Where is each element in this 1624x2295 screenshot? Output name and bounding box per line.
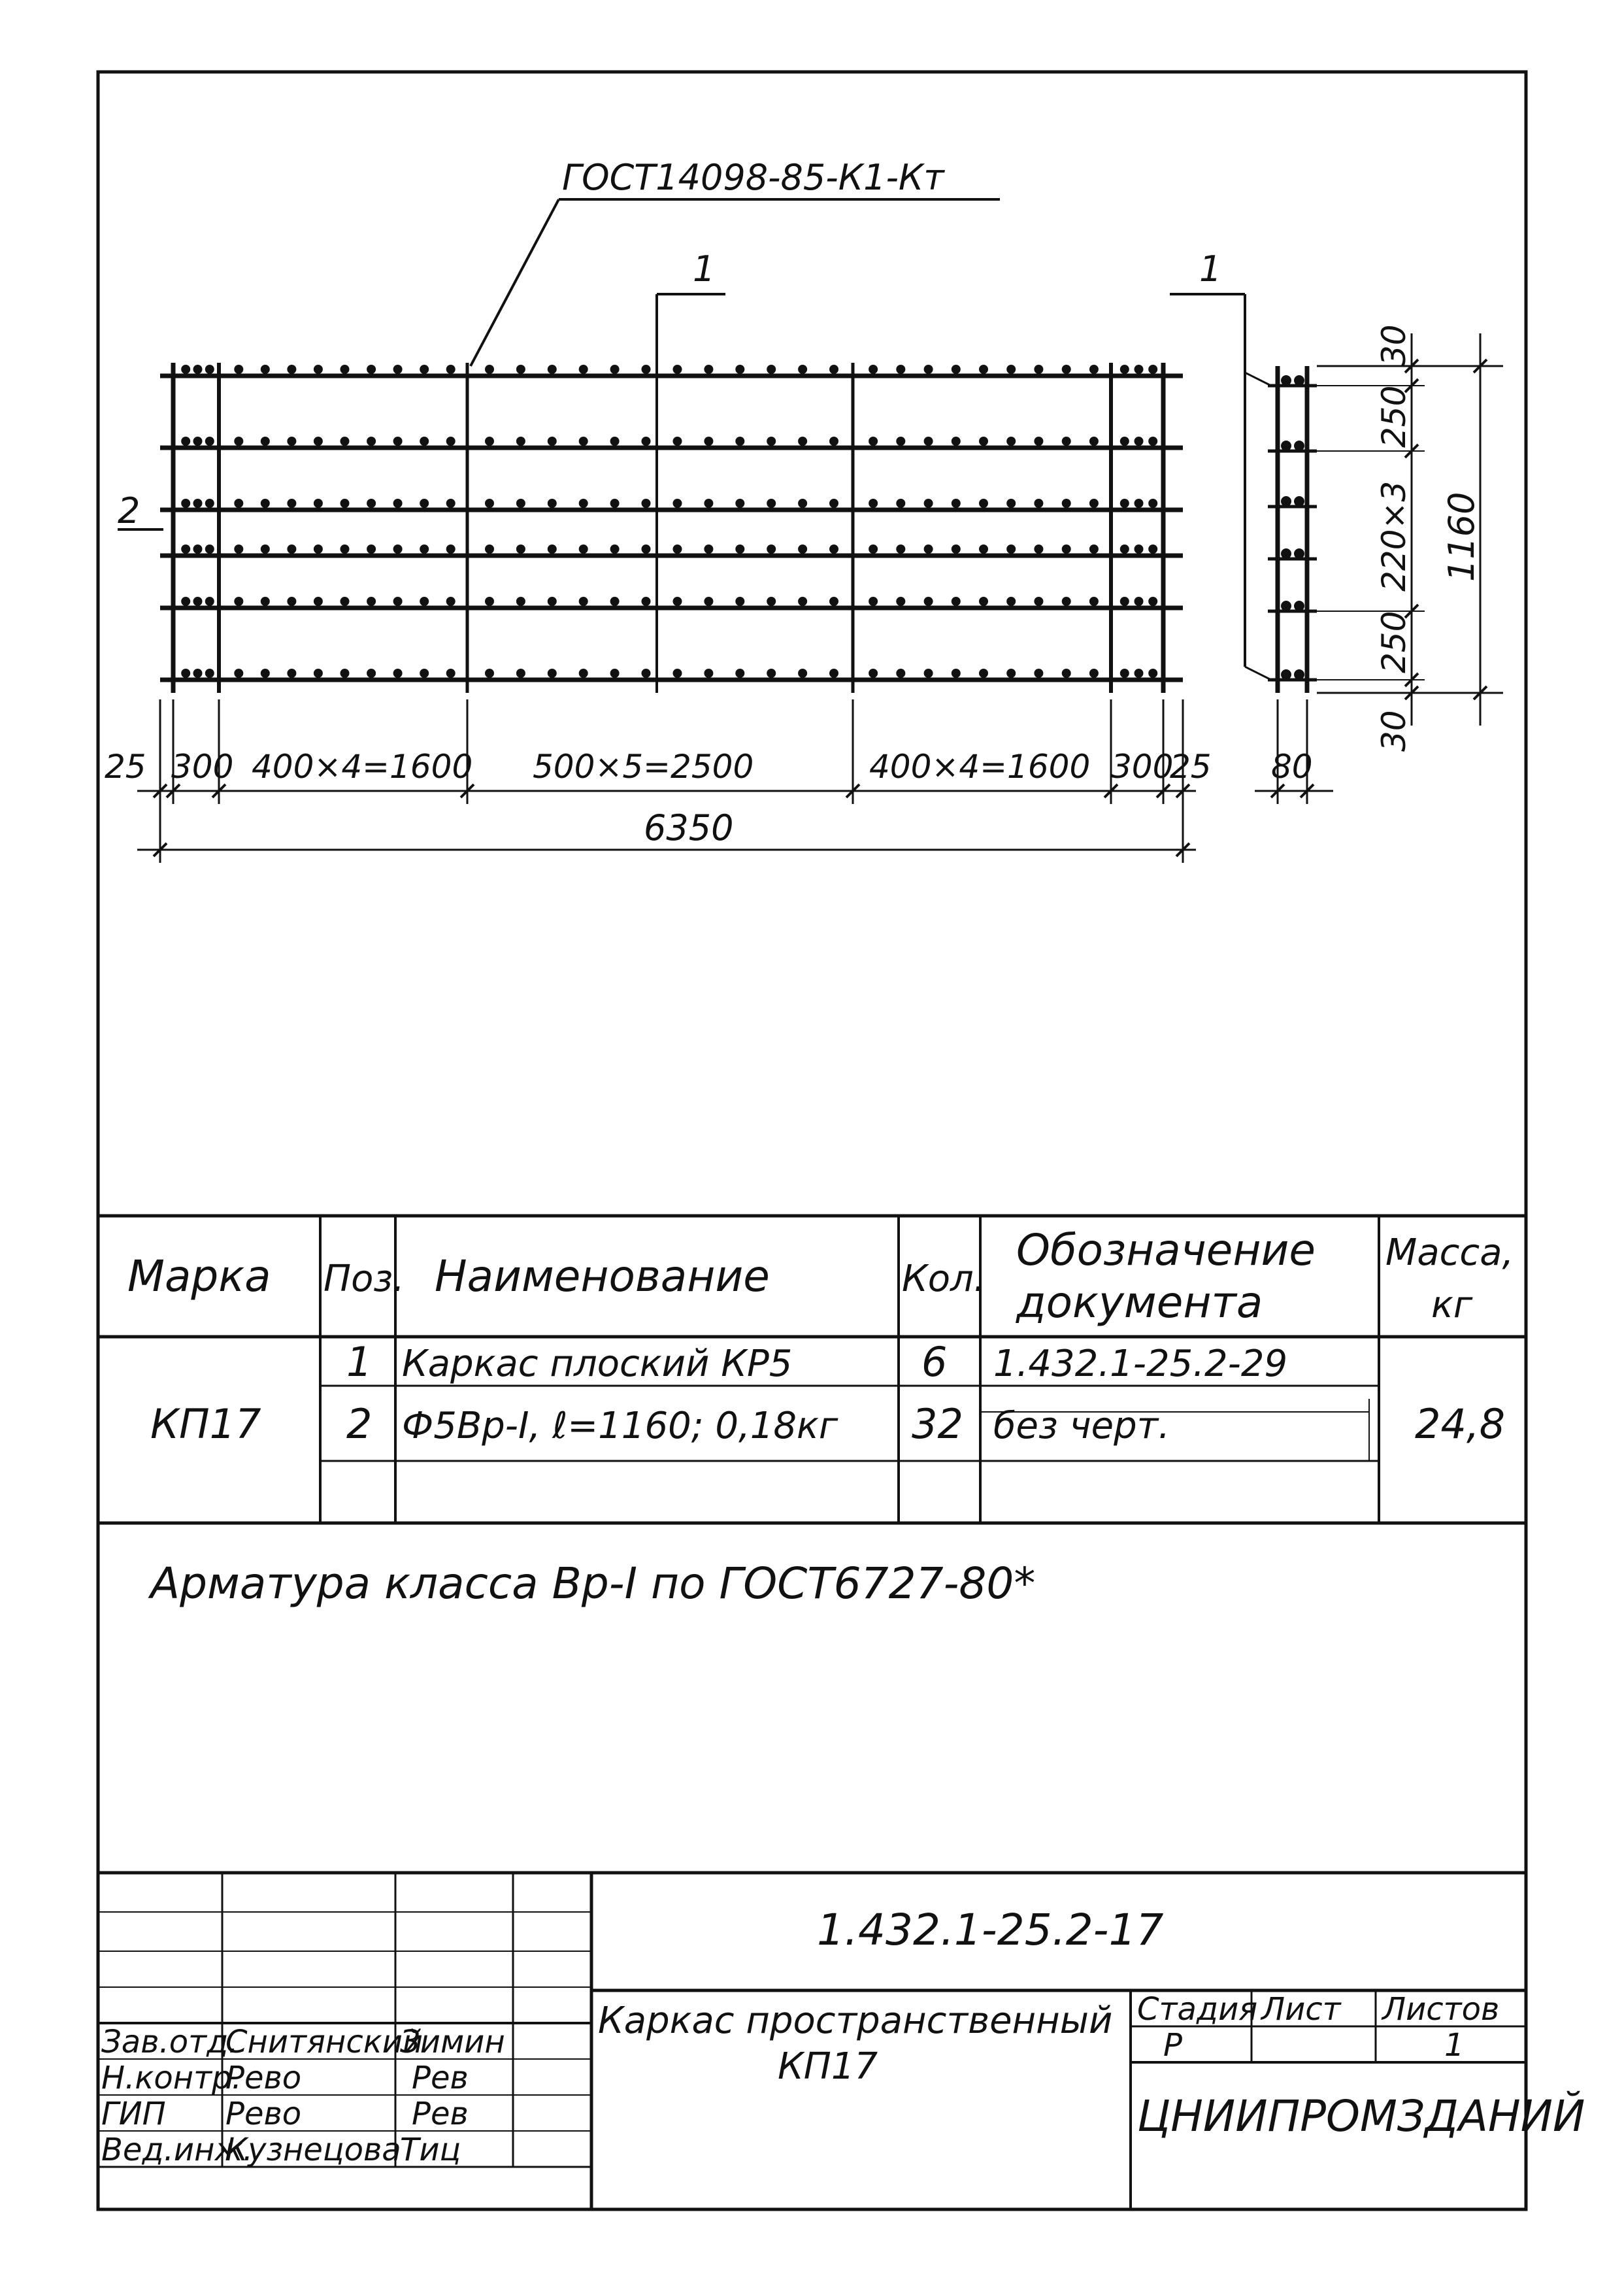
bar-dot	[485, 597, 494, 606]
col-header-pos: Поз.	[323, 1258, 405, 1300]
bar-dot	[446, 669, 456, 678]
bar-dot	[340, 499, 350, 508]
bar-mark: 2	[118, 490, 141, 531]
bar-dot	[869, 437, 878, 446]
bar-dot	[1120, 544, 1129, 554]
bar-dot	[393, 365, 403, 374]
bar-dot	[896, 544, 905, 554]
bar-dot	[367, 437, 376, 446]
bar-dot	[869, 597, 878, 606]
row-2-pos: 2	[346, 1400, 373, 1448]
bar-dot	[205, 365, 214, 374]
bar-dot	[735, 669, 744, 678]
section-bar-dot	[1281, 375, 1291, 386]
bar-dot	[420, 437, 429, 446]
bar-dot	[642, 669, 651, 678]
dim-1600-left: 400×4=1600	[252, 748, 473, 786]
dim-side-30-top: 30	[1375, 324, 1413, 366]
role-2: Н.контр.	[101, 2060, 242, 2096]
bar-dot	[314, 597, 323, 606]
bar-dot	[1062, 669, 1071, 678]
title-line-1: Каркас пространственный	[598, 2000, 1113, 2042]
bar-dot	[1089, 544, 1099, 554]
dim-25-right: 25	[1170, 748, 1212, 786]
bar-dot	[896, 499, 905, 508]
bar-dot	[516, 544, 525, 554]
bar-dot	[1148, 365, 1157, 374]
bar-dot	[181, 437, 190, 446]
bar-dot	[869, 365, 878, 374]
bar-dot	[1062, 597, 1071, 606]
bar-dot	[829, 544, 838, 554]
cell-mass: 24,8	[1415, 1400, 1506, 1448]
bar-dot	[735, 544, 744, 554]
bar-dot	[579, 365, 588, 374]
role-3-signature: Рев	[412, 2096, 469, 2132]
bar-dot	[516, 499, 525, 508]
bar-dot	[1062, 365, 1071, 374]
section-bar-dot	[1294, 601, 1304, 611]
bar-dot	[340, 437, 350, 446]
bar-dot	[548, 365, 557, 374]
dim-side-250-top: 250	[1375, 385, 1413, 448]
bar-dot	[205, 669, 214, 678]
bar-dot	[924, 544, 933, 554]
bar-dot	[234, 437, 243, 446]
bar-dot	[446, 544, 456, 554]
bar-dot	[952, 499, 961, 508]
bar-dot	[393, 499, 403, 508]
bar-dot	[704, 597, 713, 606]
section-bar-dot	[1294, 441, 1304, 451]
bar-dot	[952, 437, 961, 446]
bar-dot	[367, 365, 376, 374]
bar-dot	[1120, 669, 1129, 678]
title-line-2: КП17	[778, 2045, 878, 2088]
bar-dot	[673, 544, 682, 554]
bar-dot	[1006, 669, 1016, 678]
bar-dot	[1006, 499, 1016, 508]
bar-dot	[234, 669, 243, 678]
bar-dot	[287, 499, 296, 508]
bar-dot	[579, 597, 588, 606]
bar-dot	[287, 437, 296, 446]
bar-dot	[1120, 597, 1129, 606]
sheets-value: 1	[1444, 2027, 1465, 2064]
bar-dot	[193, 365, 203, 374]
bar-dot	[287, 597, 296, 606]
organization-name: ЦНИИПРОМЗДАНИЙ	[1137, 2091, 1585, 2141]
bar-dot	[1034, 669, 1043, 678]
bar-dot	[829, 669, 838, 678]
bar-dot	[642, 499, 651, 508]
bar-dot	[1135, 669, 1144, 678]
dim-side-220x3: 220×3	[1375, 480, 1413, 592]
bar-dot	[642, 544, 651, 554]
bar-dot	[610, 499, 620, 508]
col-header-doc-2: документа	[1016, 1277, 1263, 1328]
bar-dot	[924, 365, 933, 374]
section-bar-dot	[1294, 669, 1304, 680]
dim-side-250-bottom: 250	[1375, 611, 1413, 673]
bar-dot	[1034, 365, 1043, 374]
bar-dot	[446, 365, 456, 374]
bar-dot	[261, 365, 270, 374]
bar-dot	[829, 365, 838, 374]
bar-dot	[735, 437, 744, 446]
col-header-mass-1: Масса,	[1385, 1231, 1514, 1274]
bar-dot	[1006, 544, 1016, 554]
bar-dot	[1034, 597, 1043, 606]
bar-dot	[340, 669, 350, 678]
bar-dot	[367, 669, 376, 678]
row-1-doc: 1.432.1-25.2-29	[993, 1343, 1288, 1385]
bar-dot	[1120, 365, 1129, 374]
dim-25-left: 25	[105, 748, 146, 786]
bar-dot	[1062, 499, 1071, 508]
section-bar-dot	[1294, 548, 1304, 559]
bar-dot	[979, 499, 988, 508]
bar-dot	[446, 597, 456, 606]
bar-dot	[767, 365, 776, 374]
bar-dot	[767, 499, 776, 508]
bar-dot	[1006, 437, 1016, 446]
col-header-mass-2: кг	[1431, 1284, 1473, 1326]
sheet-label: Лист	[1261, 1991, 1341, 2028]
bar-dot	[979, 365, 988, 374]
row-2-doc: без черт.	[993, 1405, 1170, 1447]
bar-dot	[516, 669, 525, 678]
bar-dot	[261, 499, 270, 508]
dim-300-left: 300	[171, 748, 234, 786]
bar-dot	[1089, 365, 1099, 374]
bar-dot	[1006, 365, 1016, 374]
bar-dot	[735, 597, 744, 606]
role-3: ГИП	[101, 2096, 166, 2132]
bar-dot	[485, 437, 494, 446]
bar-dot	[924, 597, 933, 606]
bar-dot	[979, 597, 988, 606]
bar-dot	[1148, 544, 1157, 554]
row-1-name: Каркас плоский КР5	[402, 1343, 793, 1385]
role-1-signature: Зимин	[400, 2024, 505, 2060]
bar-dot	[1135, 499, 1144, 508]
bar-dot	[485, 544, 494, 554]
section-bar-dot	[1281, 548, 1291, 559]
bar-dot	[393, 437, 403, 446]
bar-dot	[485, 669, 494, 678]
bar-dot	[673, 597, 682, 606]
role-1: Зав.отд.	[101, 2024, 239, 2060]
doc-code: 1.432.1-25.2-17	[817, 1905, 1164, 1955]
bar-dot	[896, 597, 905, 606]
bar-dot	[767, 597, 776, 606]
bar-dot	[314, 544, 323, 554]
bar-dot	[393, 544, 403, 554]
bar-dot	[234, 499, 243, 508]
bar-dot	[979, 544, 988, 554]
bar-dot	[193, 499, 203, 508]
bar-dot	[420, 499, 429, 508]
bar-dot	[261, 544, 270, 554]
bar-dot	[704, 669, 713, 678]
bar-dot	[234, 365, 243, 374]
role-3-name: Рево	[225, 2096, 302, 2132]
bar-dot	[193, 544, 203, 554]
dim-total: 6350	[644, 807, 734, 848]
col-header-qty: Кол.	[902, 1258, 986, 1300]
reinforcement-note: Арматура класса Вр-I по ГОСТ6727-80*	[150, 1558, 1036, 1609]
bar-dot	[1120, 437, 1129, 446]
bar-dot	[1148, 499, 1157, 508]
bar-dot	[704, 544, 713, 554]
bar-dot	[193, 669, 203, 678]
dim-1600-right: 400×4=1600	[869, 748, 1091, 786]
row-2-name: Ф5Вр-I, ℓ=1160; 0,18кг	[402, 1405, 838, 1447]
bar-dot	[1034, 499, 1043, 508]
col-header-name: Наименование	[435, 1251, 770, 1301]
bar-dot	[1089, 499, 1099, 508]
bar-dot	[181, 499, 190, 508]
bar-dot	[548, 544, 557, 554]
bar-dot	[673, 669, 682, 678]
bar-dot	[798, 365, 807, 374]
dim-300-right: 300	[1111, 748, 1174, 786]
role-2-name: Рево	[225, 2060, 302, 2096]
bar-dot	[548, 499, 557, 508]
bar-dot	[924, 437, 933, 446]
role-1-name: Снитянский	[225, 2024, 423, 2060]
bar-dot	[767, 669, 776, 678]
bar-dot	[205, 597, 214, 606]
bar-dot	[869, 669, 878, 678]
bar-dot	[393, 669, 403, 678]
bar-dot	[261, 669, 270, 678]
bar-dot	[735, 499, 744, 508]
bar-dot	[829, 437, 838, 446]
bar-dot	[1006, 597, 1016, 606]
bar-dot	[340, 544, 350, 554]
bar-dot	[952, 544, 961, 554]
bar-dot	[1089, 669, 1099, 678]
dim-side-30-bottom: 30	[1375, 710, 1413, 752]
bar-dot	[642, 437, 651, 446]
bar-dot	[798, 669, 807, 678]
role-2-signature: Рев	[412, 2060, 469, 2096]
bar-dot	[952, 365, 961, 374]
bar-dot	[579, 544, 588, 554]
bar-dot	[1089, 437, 1099, 446]
bar-dot	[642, 365, 651, 374]
bar-dot	[1135, 365, 1144, 374]
bar-dot	[704, 365, 713, 374]
bar-dot	[1148, 597, 1157, 606]
bar-dot	[979, 437, 988, 446]
bar-dot	[610, 544, 620, 554]
bar-dot	[367, 597, 376, 606]
bar-dot	[896, 437, 905, 446]
bar-dot	[548, 669, 557, 678]
bar-dots	[181, 365, 1157, 678]
bar-dot	[829, 499, 838, 508]
bar-dot	[798, 544, 807, 554]
bar-dot	[673, 499, 682, 508]
bar-dot	[1135, 544, 1144, 554]
bar-dot	[205, 499, 214, 508]
bar-dot	[181, 365, 190, 374]
bar-dot	[735, 365, 744, 374]
bar-dot	[869, 544, 878, 554]
section-bar-dot	[1281, 496, 1291, 507]
drawing-frame	[98, 72, 1526, 2209]
bar-dot	[420, 544, 429, 554]
bar-dot	[579, 499, 588, 508]
dim-width-80: 80	[1271, 748, 1313, 786]
section-bar-dot	[1294, 375, 1304, 386]
bar-dot	[420, 669, 429, 678]
section-mark-main: 1	[693, 248, 716, 290]
section-bar-dot	[1281, 441, 1291, 451]
bar-dot	[1062, 437, 1071, 446]
bar-dot	[579, 669, 588, 678]
leader-label: ГОСТ14098-85-К1-Кт	[562, 157, 944, 198]
bar-dot	[234, 544, 243, 554]
bar-dot	[287, 669, 296, 678]
bar-dot	[642, 597, 651, 606]
bar-dot	[446, 437, 456, 446]
bar-dot	[548, 597, 557, 606]
bar-dot	[314, 499, 323, 508]
bar-dot	[485, 499, 494, 508]
bar-dot	[673, 365, 682, 374]
bar-dot	[516, 597, 525, 606]
bar-dot	[420, 365, 429, 374]
bar-dot	[181, 669, 190, 678]
bar-dot	[767, 437, 776, 446]
bar-dot	[979, 669, 988, 678]
dim-side-overall: 1160	[1441, 492, 1482, 582]
bar-dot	[610, 437, 620, 446]
bar-dot	[261, 437, 270, 446]
bar-dot	[516, 365, 525, 374]
stage-label: Стадия	[1137, 1991, 1258, 2028]
bar-dot	[234, 597, 243, 606]
bar-dot	[829, 597, 838, 606]
col-header-doc-1: Обозначение	[1016, 1225, 1316, 1275]
bar-dot	[193, 597, 203, 606]
bar-dot	[1148, 437, 1157, 446]
bar-dot	[673, 437, 682, 446]
bar-dot	[314, 437, 323, 446]
bar-dot	[704, 499, 713, 508]
bar-dot	[798, 437, 807, 446]
role-4-name: Кузнецова	[225, 2132, 401, 2168]
bar-dot	[446, 499, 456, 508]
bar-dot	[181, 597, 190, 606]
bar-dot	[485, 365, 494, 374]
section-bar-dot	[1294, 496, 1304, 507]
bar-dot	[610, 669, 620, 678]
bar-dot	[516, 437, 525, 446]
bar-dot	[314, 365, 323, 374]
bar-dot	[548, 437, 557, 446]
bar-dot	[420, 597, 429, 606]
bar-dot	[952, 597, 961, 606]
section-mark-side: 1	[1199, 248, 1222, 290]
role-4-signature: Тиц	[400, 2132, 461, 2168]
col-header-mark: Марка	[127, 1251, 271, 1301]
section-bar-dot	[1281, 669, 1291, 680]
bar-dot	[205, 544, 214, 554]
row-1-qty: 6	[921, 1338, 948, 1386]
cell-mark: КП17	[150, 1400, 261, 1448]
bar-dot	[393, 597, 403, 606]
bar-dot	[610, 597, 620, 606]
stage-value: Р	[1163, 2027, 1182, 2064]
section-bar-dots	[1281, 375, 1304, 680]
bar-dot	[1135, 437, 1144, 446]
bar-dot	[798, 597, 807, 606]
bar-dot	[205, 437, 214, 446]
bar-dot	[340, 597, 350, 606]
bar-dot	[261, 597, 270, 606]
bar-dot	[367, 499, 376, 508]
bar-dot	[798, 499, 807, 508]
bar-dot	[704, 437, 713, 446]
section-bar-dot	[1281, 601, 1291, 611]
bar-dot	[896, 365, 905, 374]
bar-dot	[314, 669, 323, 678]
frame-elevation	[118, 199, 1183, 693]
bar-dot	[610, 365, 620, 374]
bar-dot	[767, 544, 776, 554]
bar-dot	[1062, 544, 1071, 554]
bar-dot	[896, 669, 905, 678]
bar-dot	[924, 669, 933, 678]
bar-dot	[1135, 597, 1144, 606]
bar-dot	[340, 365, 350, 374]
bar-dot	[1089, 597, 1099, 606]
bar-dot	[869, 499, 878, 508]
bar-dot	[287, 365, 296, 374]
row-2-qty: 32	[912, 1400, 963, 1448]
bar-dot	[287, 544, 296, 554]
bar-dot	[1148, 669, 1157, 678]
row-1-pos: 1	[346, 1338, 373, 1386]
bar-dot	[193, 437, 203, 446]
bar-dot	[952, 669, 961, 678]
bar-dot	[1034, 437, 1043, 446]
role-4: Вед.инж.	[101, 2132, 253, 2168]
bar-dot	[579, 437, 588, 446]
bar-dot	[181, 544, 190, 554]
bar-dot	[924, 499, 933, 508]
bar-dot	[367, 544, 376, 554]
bar-dot	[1034, 544, 1043, 554]
sheets-label: Листов	[1382, 1991, 1500, 2028]
dim-2500: 500×5=2500	[533, 748, 754, 786]
bar-dot	[1120, 499, 1129, 508]
